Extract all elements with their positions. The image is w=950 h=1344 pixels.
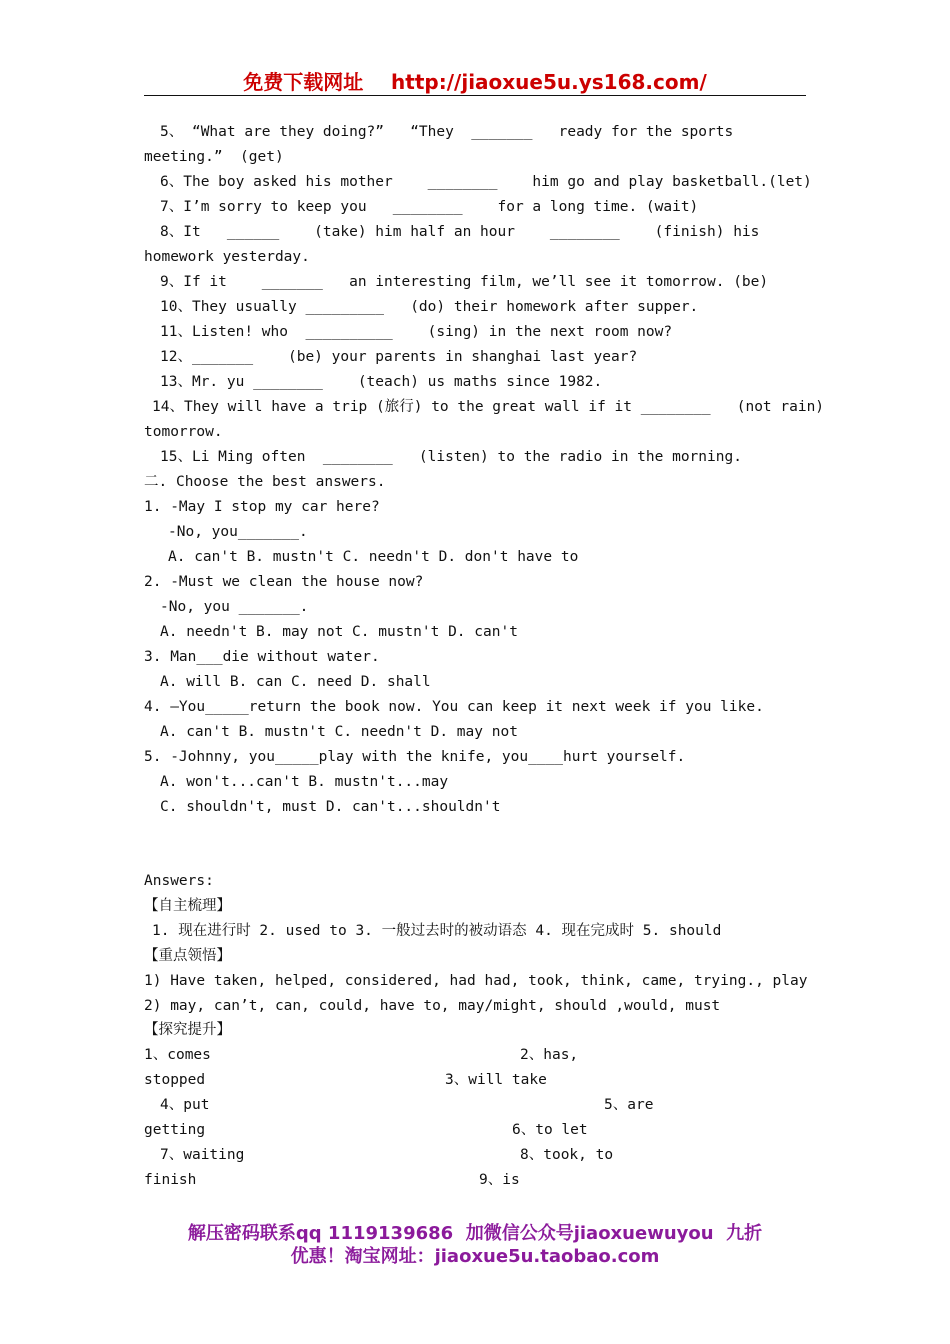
answers-section-tanjiu: 【探究提升】 (144, 1022, 231, 1038)
line-q11: 11、Listen! who __________ (sing) in the next room now? (160, 324, 673, 340)
mc2-question: 2. -Must we clean the house now? (144, 574, 424, 590)
mc2-options: A. needn't B. may not C. mustn't D. can't (160, 624, 518, 640)
line-q14b: tomorrow. (144, 424, 223, 440)
mc4-question: 4. –You_____return the book now. You can keep it next week if you like. (144, 699, 764, 715)
line-q14a: 14、They will have a trip (旅行) to the great wall if it ________ (not rain) (152, 399, 825, 415)
line-q8b: homework yesterday. (144, 249, 310, 265)
footer-line-1[interactable]: 解压密码联系qq 1119139686 加微信公众号jiaoxuewuyou 九折 (187, 1223, 763, 1244)
line-q10: 10、They usually _________ (do) their homework after supper. (160, 299, 699, 315)
mc1-question: 1. -May I stop my car here? (144, 499, 380, 515)
header-banner[interactable]: 免费下载网址 http://jiaoxue5u.ys168.com/ (243, 70, 707, 94)
line-q6: 6、The boy asked his mother ________ him go and play basketball.(let) (160, 174, 812, 190)
footer-line-2[interactable]: 优惠！淘宝网址：jiaoxue5u.taobao.com (290, 1246, 660, 1267)
line-q5b: meeting.” (get) (144, 149, 284, 165)
answer-4: 4、put (160, 1097, 210, 1113)
answer-2: 2、has, (520, 1047, 579, 1063)
answers-section-zizhu: 【自主梳理】 (144, 898, 231, 914)
answer-8-cont: finish (144, 1172, 197, 1188)
line-q13: 13、Mr. yu ________ (teach) us maths since 1982. (160, 374, 603, 390)
line-q7: 7、I’m sorry to keep you ________ for a long time. (wait) (160, 199, 699, 215)
answer-2-cont: stopped (144, 1072, 206, 1088)
line-q5a: 5、 “What are they doing?” “They _______ ready for the sports (160, 124, 734, 140)
section-two-heading: 二. Choose the best answers. (144, 474, 386, 490)
answer-3: 3、will take (445, 1072, 547, 1088)
answers-zhongdian-1: 1) Have taken, helped, considered, had had, took, think, came, trying., play (144, 973, 808, 989)
answer-8: 8、took, to (520, 1147, 614, 1163)
answer-5: 5、are (604, 1097, 654, 1113)
mc3-question: 3. Man___die without water. (144, 649, 380, 665)
answer-5-cont: getting (144, 1122, 206, 1138)
answers-section-zhongdian: 【重点领悟】 (144, 948, 231, 964)
answer-6: 6、to let (512, 1122, 588, 1138)
line-q9: 9、If it _______ an interesting film, we’ll see it tomorrow. (be) (160, 274, 769, 290)
mc4-options: A. can't B. mustn't C. needn't D. may not (160, 724, 518, 740)
answer-9: 9、is (479, 1172, 520, 1188)
line-q15: 15、Li Ming often ________ (listen) to the radio in the morning. (160, 449, 742, 465)
answer-1: 1、comes (144, 1047, 211, 1063)
line-q12: 12、_______ (be) your parents in shanghai last year? (160, 349, 638, 365)
mc1-reply: -No, you_______. (168, 524, 308, 540)
header-divider (144, 95, 806, 96)
mc5-options-cd: C. shouldn't, must D. can't...shouldn't (160, 799, 501, 815)
line-q8a: 8、It ______ (take) him half an hour ________ (finish) his (160, 224, 760, 240)
mc2-reply: -No, you _______. (160, 599, 309, 615)
answers-zizhu-content: 1. 现在进行时 2. used to 3. 一般过去时的被动语态 4. 现在完成时 5. should (152, 923, 722, 939)
answers-heading: Answers: (144, 873, 214, 889)
mc5-options-ab: A. won't...can't B. mustn't...may (160, 774, 449, 790)
mc1-options: A. can't B. mustn't C. needn't D. don't have to (168, 549, 579, 565)
mc3-options: A. will B. can C. need D. shall (160, 674, 431, 690)
mc5-question: 5. -Johnny, you_____play with the knife, you____hurt yourself. (144, 749, 686, 765)
answers-zhongdian-2: 2) may, can’t, can, could, have to, may/might, should ,would, must (144, 998, 721, 1014)
answer-7: 7、waiting (160, 1147, 245, 1163)
